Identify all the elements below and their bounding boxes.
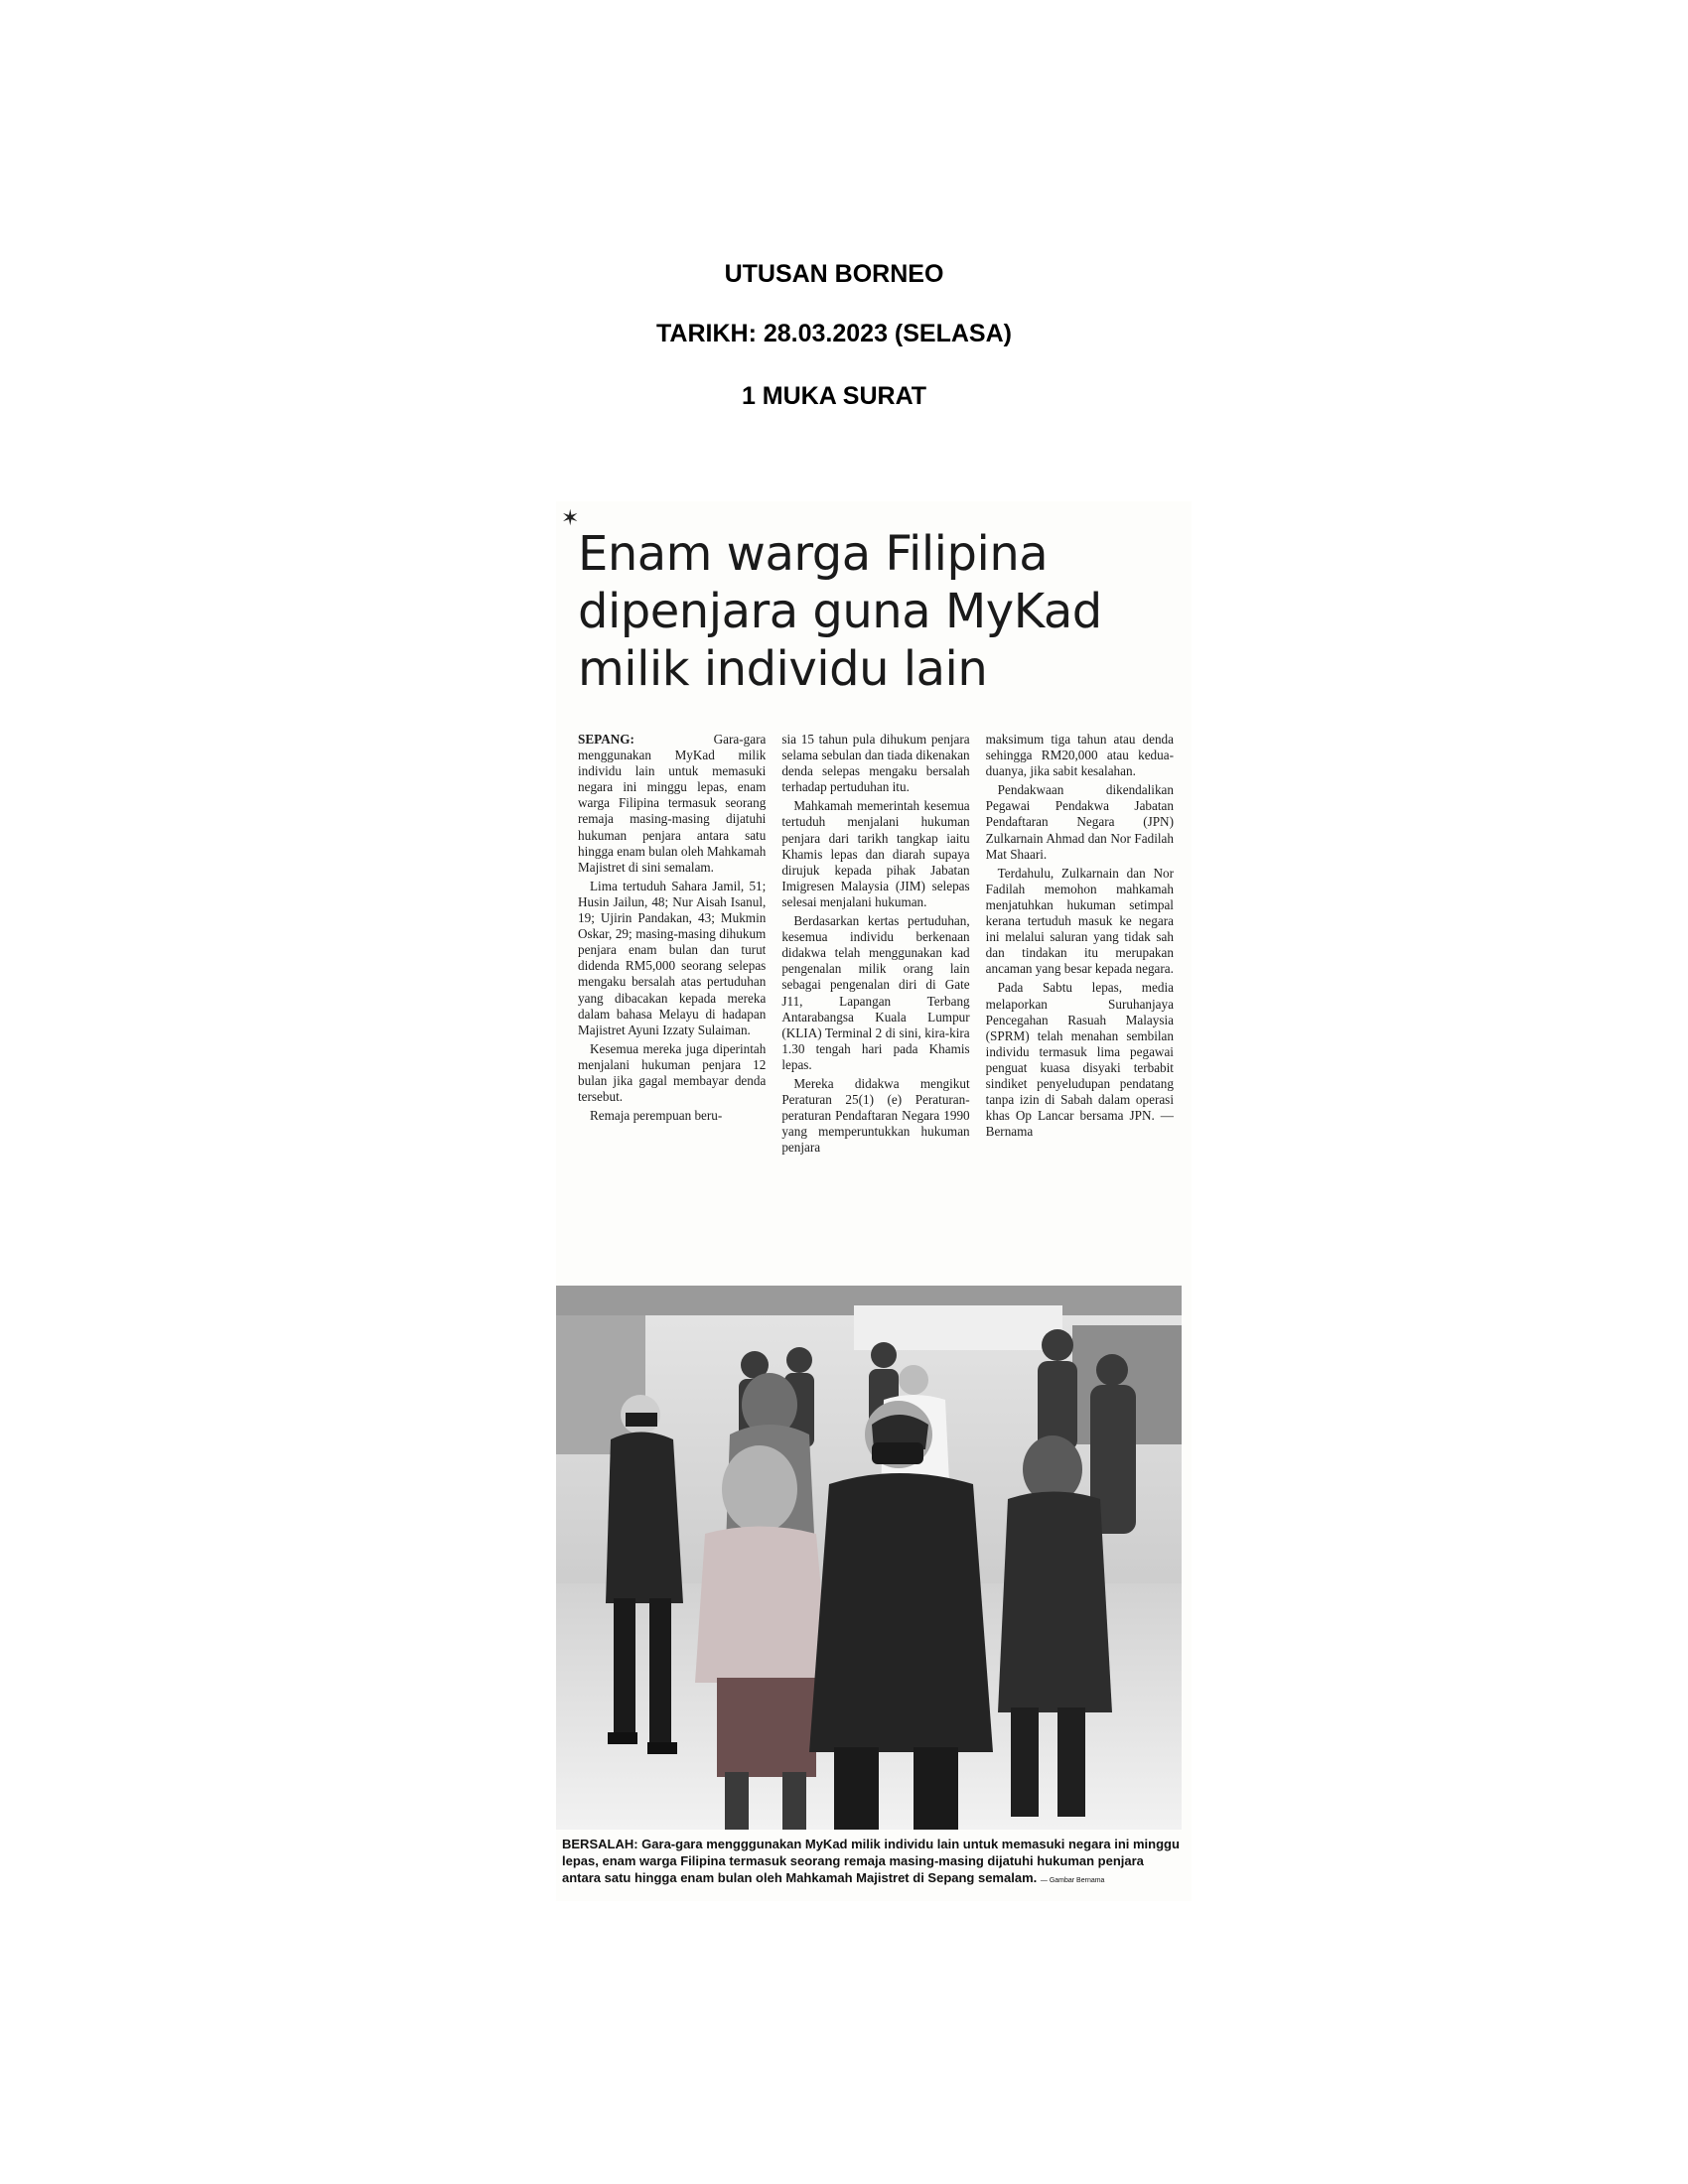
publication-name: UTUSAN BORNEO [724, 260, 944, 288]
photo-caption [562, 1836, 1180, 1889]
article-paragraph: maksimum tiga tahun atau denda sehingga RM20,000 atau kedua-duanya, jika sabit kesalahan. [985, 732, 1174, 779]
article-paragraph: Remaja perempuan beru- [590, 1108, 723, 1124]
article-paragraph: Mahkamah memerintah kesemua tertuduh menjalani hukuman penjara dari tarikh tangkap iaitu Khamis lepas dan diarah supaya dirujuk kepada pihak Jabatan Imigresen Malaysia (JIM) selepas selesai menjalani hukuman. [781, 798, 970, 909]
news-photo [556, 1286, 1182, 1830]
article-paragraph: Lima tertuduh Sahara Jamil, 51; Husin Jailun, 48; Nur Aisah Isanul, 19; Ujirin Pandakan, 43; Mukmin Oskar, 29; masing-masing dihukum penjara enam bulan dan turut didenda RM5,000 seorang selepas mengaku bersalah atas pertuduhan yang dibacakan kepada mereka dalam bahasa Melayu di hadapan Majistret Ayuni Izzaty Sulaiman. [578, 878, 767, 1037]
photo-credit: — Gambar Bernama [1040, 1877, 1105, 1884]
star-mark-icon: ✶ [561, 505, 580, 530]
caption-text: BERSALAH: Gara-gara mengggunakan MyKad milik individu lain untuk memasuki negara ini minggu lepas, enam warga Filipina termasuk seorang remaja masing-masing dijatuhi hukuman penjara antara satu hingga enam bulan oleh Mahkamah Majistret di Sepang semalam. [562, 1837, 1180, 1885]
dateline: SEPANG: [578, 732, 634, 747]
article-paragraph: Kesemua mereka juga diperintah menjalani hukuman penjara 12 bulan jika gagal membayar denda tersebut. [578, 1040, 767, 1105]
article-paragraph: Mereka didakwa mengikut Peraturan 25(1) (e) Peraturan-peraturan Pendaftaran Negara 1990 yang memperuntukkan hukuman penjara [781, 1075, 970, 1156]
paragraph-text: Gara-gara menggunakan MyKad milik individu lain untuk memasuki negara ini minggu lepas, enam warga Filipina termasuk seorang remaja masing-masing dijatuhi hukuman penjara antara satu hingga enam bulan oleh Mahkamah Majistret di sini semalam. [578, 732, 767, 875]
article-column-1 [578, 732, 766, 1273]
article-paragraph: Berdasarkan kertas pertuduhan, kesemua individu berkenaan didakwa telah menggunakan kad pengenalan milik orang lain sebagai pengenalan diri di Gate J11, Lapangan Terbang Antarabangsa Kuala Lumpur (KLIA) Terminal 2 di sini, kira-kira 1.30 tengah hari pada Khamis lepas. [781, 913, 970, 1072]
article-paragraph: Terdahulu, Zulkarnain dan Nor Fadilah memohon mahkamah menjatuhkan hukuman setimpal kerana tertuduh masuk ke negara ini melalui saluran yang tidak sah dan tindakan itu merupakan ancaman yang besar kepada negara. [985, 865, 1174, 977]
article-column-2 [781, 732, 969, 1273]
article-headline: Enam warga Filipina dipenjara guna MyKad milik individu lain [578, 526, 1102, 697]
article-body [578, 732, 1174, 1273]
article-paragraph: Pada Sabtu lepas, media melaporkan Suruhanjaya Pencegahan Rasuah Malaysia (SPRM) telah menahan sembilan individu termasuk lima pegawai penguat kuasa disyaki terbabit sindiket penyeludupan pendatang tanpa izin di Sabah dalam operasi khas Op Lancar bersama JPN. — Bernama [985, 980, 1174, 1140]
article-paragraph [578, 732, 766, 876]
page-count: 1 MUKA SURAT [741, 382, 927, 410]
article-paragraph: sia 15 tahun pula dihukum penjara selama sebulan dan tiada dikenakan denda selepas mengaku bersalah terhadap pertuduhan itu. [781, 732, 970, 795]
publication-date: TARIKH: 28.03.2023 (SELASA) [656, 320, 1012, 347]
article-column-3 [986, 732, 1174, 1273]
newspaper-clipping [556, 501, 1192, 1901]
article-paragraph: Pendakwaan dikendalikan Pegawai Pendakwa Jabatan Pendaftaran Negara (JPN) Zulkarnain Ahmad dan Nor Fadilah Mat Shaari. [985, 782, 1174, 862]
news-photo-illustration [556, 1286, 1182, 1830]
